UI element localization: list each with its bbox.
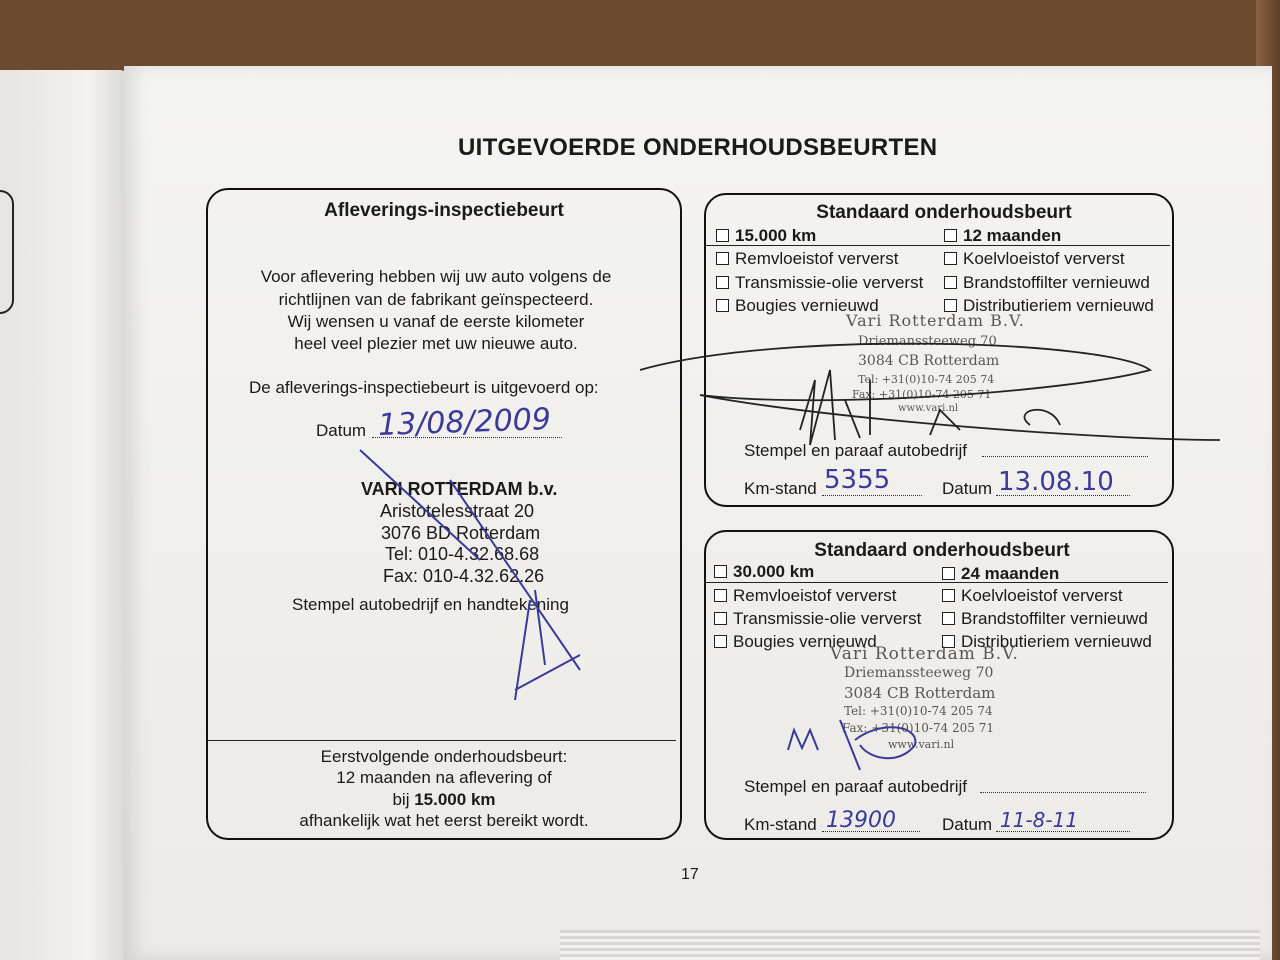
next-service-line: Eerstvolgende onderhoudsbeurt: [320,747,568,766]
dealer-address: Aristotelesstraat 20 [380,501,535,521]
checkbox[interactable] [714,612,727,625]
page-title: UITGEVOERDE ONDERHOUDSBEURTEN [458,134,938,161]
checkbox[interactable] [714,635,727,648]
service2-km-option [714,562,814,582]
delivery-divider [208,740,676,741]
item-text: Distributieriem vernieuwd [961,632,1152,651]
dealer-stamp-line: Tel: +31(0)10-74 205 74 [844,704,993,718]
service1-divider [706,245,1170,246]
service2-km-label: Km-stand [744,815,817,834]
service1-item [716,249,898,269]
service1-date-handwritten: 13.08.10 [998,467,1114,497]
service2-km-text: 30.000 km [733,562,815,581]
item-text: Transmissie-olie ververst [735,273,924,292]
service1-months-option [944,226,1061,246]
service1-km-text: 15.000 km [735,226,817,245]
page-stack-edge [560,930,1260,960]
dealer-stamp-line: Vari Rotterdam B.V. [846,311,1025,330]
service2-km-handwritten: 13900 [826,808,896,833]
delivery-heading: Afleverings-inspectiebeurt [324,200,564,221]
checkbox[interactable] [942,567,955,580]
item-text: Distributieriem vernieuwd [963,296,1154,315]
next-service-line: 12 maanden na aflevering of [336,768,552,787]
checkbox[interactable] [944,229,957,242]
dealer-stamp-line: Tel: +31(0)10-74 205 74 [858,373,995,386]
dealer-stamp-line: 3084 CB Rotterdam [858,353,1000,369]
item-text: Brandstoffilter vernieuwd [963,273,1150,292]
service2-date-handwritten: 11-8-11 [1000,808,1079,832]
delivery-intro-line: Voor aflevering hebben wij uw auto volgens de [260,267,612,286]
service1-stamp-label: Stempel en paraaf autobedrijf [744,441,968,460]
delivery-stamp-label: Stempel autobedrijf en handtekening [292,595,569,614]
delivery-date-handwritten: 13/08/2009 [377,401,552,444]
service1-date-label: Datum [942,479,993,498]
delivery-date-label: Datum [316,421,367,440]
checkbox[interactable] [714,565,727,578]
service1-item [944,249,1125,269]
service1-months-text: 12 maanden [963,226,1062,245]
checkbox[interactable] [716,229,729,242]
service2-signature [780,700,960,780]
page-number: 17 [681,866,699,883]
delivery-intro-line: Wij wensen u vanaf de eerste kilometer [287,312,585,331]
dealer-name: VARI ROTTERDAM b.v. [361,479,558,499]
item-text: Koelvloeistof ververst [963,249,1125,268]
dealer-stamp-line: www.vari.nl [898,403,959,414]
item-text: Remvloeistof ververst [733,586,897,605]
dealer-stamp-line: Fax: +31(0)10-74 205 71 [842,721,995,735]
checkbox[interactable] [942,612,955,625]
service1-heading: Standaard onderhoudsbeurt [816,202,1072,223]
item-text: Koelvloeistof ververst [961,586,1123,605]
dealer-stamp-line: 3084 CB Rotterdam [844,684,996,702]
item-text: Transmissie-olie ververst [733,609,922,628]
service2-item [942,609,1148,629]
checkbox[interactable] [942,589,955,602]
dealer-stamp-line: Fax: +31(0)10-74 205 71 [852,388,992,401]
delivery-signature [330,440,610,710]
dealer-stamp-line: Vari Rotterdam B.V. [830,644,1019,664]
checkbox[interactable] [714,589,727,602]
next-service-km: 15.000 km [414,790,496,809]
service2-months-option [942,564,1059,584]
item-text: Remvloeistof ververst [735,249,899,268]
service2-divider [706,582,1168,583]
dealer-stamp-line: www.vari.nl [888,738,955,751]
service2-item [714,586,896,606]
dealer-phone: Tel: 010-4.32.68.68 [385,544,540,564]
item-text: Brandstoffilter vernieuwd [961,609,1148,628]
delivery-performed-label: De afleverings-inspectiebeurt is uitgevoerd op: [249,378,599,397]
item-text: Bougies vernieuwd [735,296,879,315]
service2-heading: Standaard onderhoudsbeurt [814,540,1070,561]
left-page-frame [0,190,14,314]
service1-km-handwritten: 5355 [824,465,891,495]
service2-date-label: Datum [942,815,993,834]
next-service-line: afhankelijk wat het eerst bereikt wordt. [299,811,589,830]
service2-item [714,609,921,629]
service2-stamp-line [980,792,1146,793]
service2-months-text: 24 maanden [961,564,1060,583]
dealer-stamp-line: Driemanssteeweg 70 [858,334,997,349]
checkbox[interactable] [716,252,729,265]
checkbox[interactable] [944,276,957,289]
checkbox[interactable] [716,299,729,312]
next-service-line [206,790,682,810]
dealer-stamp-line: Driemanssteeweg 70 [844,665,994,681]
service2-item [942,586,1123,606]
dealer-fax: Fax: 010-4.32.62.26 [383,566,545,586]
service1-km-line [822,495,922,496]
service1-km-option [716,226,816,246]
service1-stamp-line [982,456,1148,457]
service1-km-label: Km-stand [744,479,817,498]
service2-stamp-label: Stempel en paraaf autobedrijf [744,777,968,796]
checkbox[interactable] [944,252,957,265]
service1-item [944,273,1150,293]
left-page [0,70,128,960]
service1-item [716,273,923,293]
checkbox[interactable] [716,276,729,289]
dealer-city: 3076 BD Rotterdam [381,523,541,543]
delivery-intro-line: richtlijnen van de fabrikant geïnspecteerd. [278,290,594,309]
delivery-intro-line: heel veel plezier met uw nieuwe auto. [294,334,578,353]
item-text: Bougies vernieuwd [733,632,877,651]
next-service-prefix: bij [392,790,410,809]
